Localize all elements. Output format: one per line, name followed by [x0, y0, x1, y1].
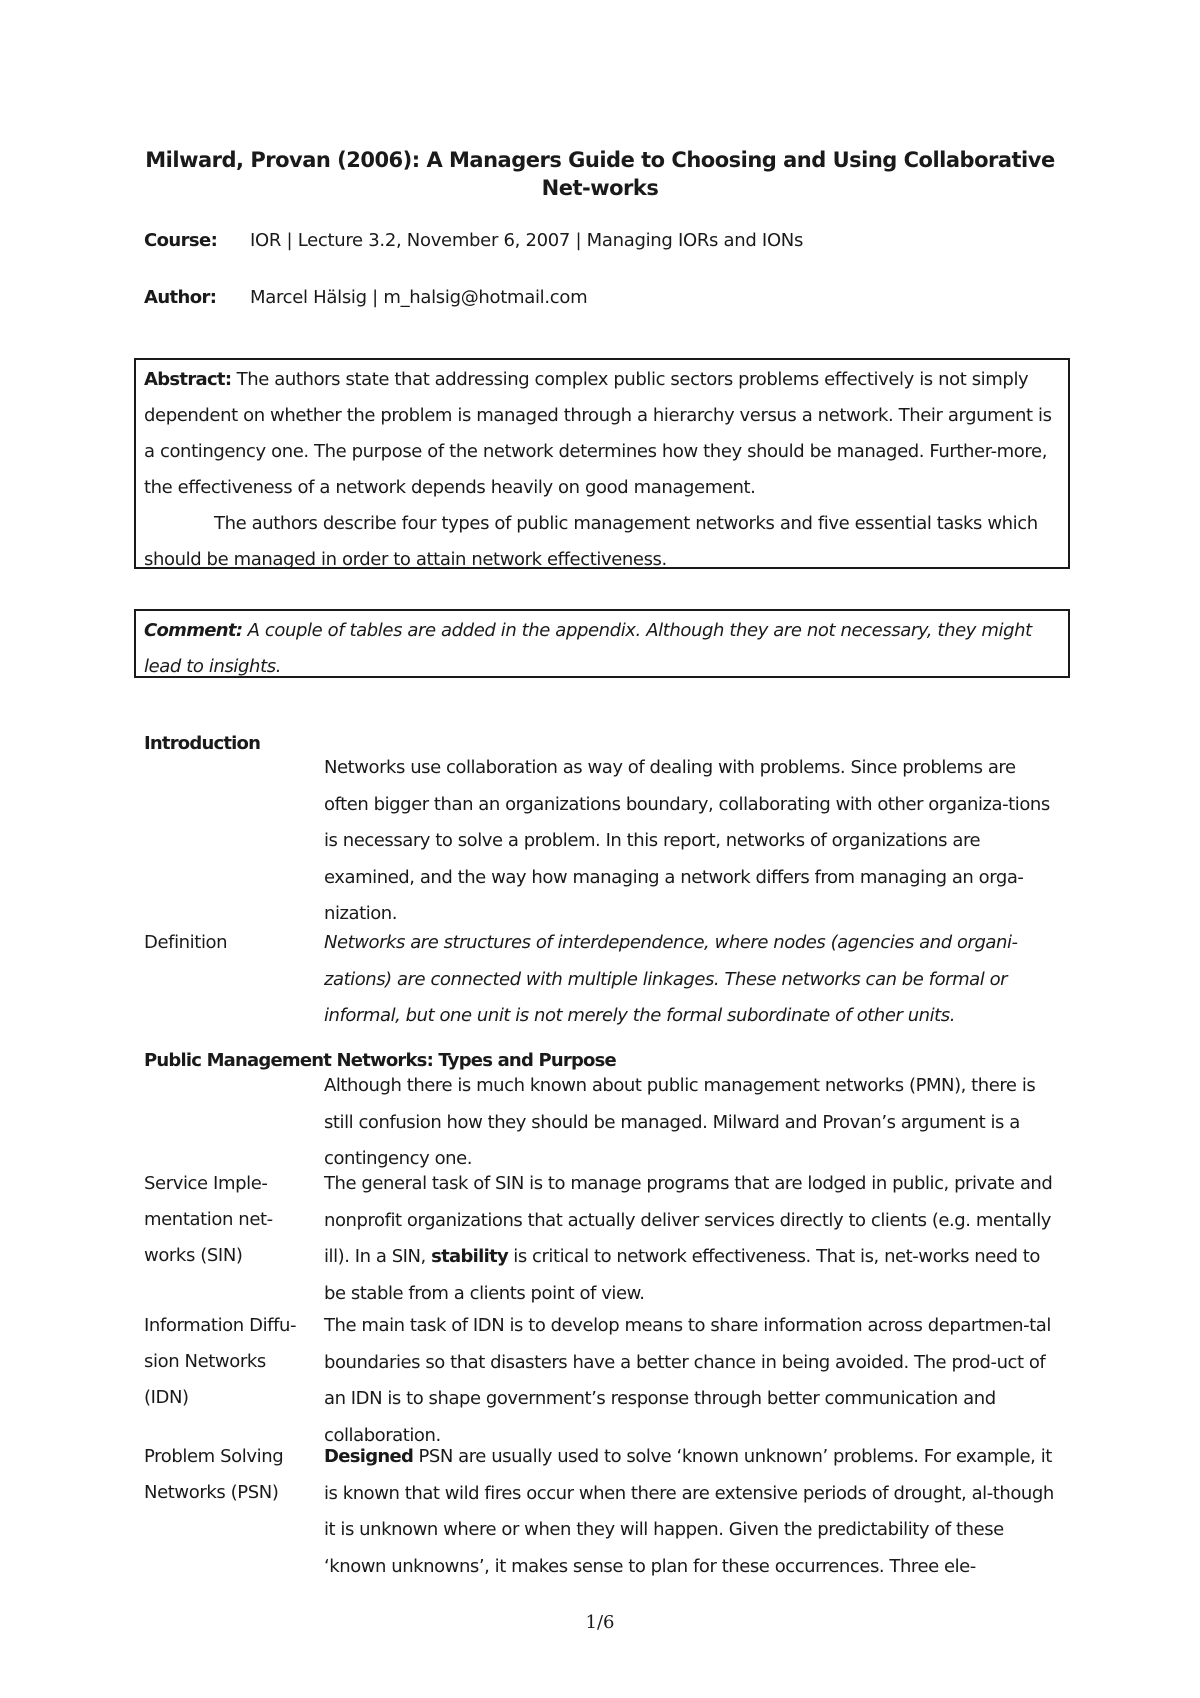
idn-text: The main task of IDN is to develop means to share information across departmen-tal boundaries so that disasters have a better chance in being avoided. The prod-uct of an IDN is to shape government’s response through better communication and collaboration. [324, 1315, 1051, 1446]
psn-label: Problem Solving Networks (PSN) [144, 1446, 284, 1503]
comment-box [134, 609, 1070, 678]
sin-stability: stability [431, 1246, 509, 1267]
abstract-paragraph-2: The authors describe four types of public management networks and five essential tasks which should be managed in order to attain network effectiveness. [144, 513, 1038, 570]
definition-text: Networks are structures of interdependence, where nodes (agencies and organi-zations) are connected with multiple linkages. These networks can be formal or informal, but one unit is not merely the formal subordinate of other units. [324, 932, 1018, 1026]
abstract-paragraph [144, 362, 1060, 506]
sin-text-b: is critical to network effectiveness. That is, net-works need to be stable from a clients point of view. [324, 1246, 1040, 1304]
comment-text: A couple of tables are added in the appendix. Although they are not necessary, they might lead to insights. [144, 620, 1032, 677]
author-label: Author: [144, 287, 217, 308]
sin-text [324, 1166, 1064, 1312]
sin-label: Service Imple-mentation net-works (SIN) [144, 1173, 273, 1266]
introduction-text: Networks use collaboration as way of dealing with problems. Since problems are often bigger than an organizations boundary, collaborating with other organiza-tions is necessary to solve a problem. In this report, networks of organizations are examined, and the way how managing a network differs from managing an orga-nization. [324, 757, 1050, 924]
abstract-box [134, 358, 1070, 569]
author-value: Marcel Hälsig | m_halsig@hotmail.com [250, 287, 588, 308]
psn-text-body: PSN are usually used to solve ‘known unknown’ problems. For example, it is known that wild fires occur when there are extensive periods of drought, al-though it is unknown where or when they will happen. Given the predictability of these ‘known unknowns’, it makes sense to plan for these occurrences. Three ele- [324, 1446, 1054, 1577]
psn-designed: Designed [324, 1446, 414, 1467]
psn-text [324, 1439, 1064, 1585]
document-title: Milward, Provan (2006): A Managers Guide to Choosing and Using Collaborative Net-works [145, 148, 1055, 200]
abstract-text: The authors state that addressing complex public sectors problems effectively is not simply dependent on whether the problem is managed through a hierarchy versus a network. Their argument is a contingency one. The purpose of the network determines how they should be managed. Further-more, the effectiveness of a network depends heavily on good management. [144, 369, 1052, 498]
introduction-heading: Introduction [144, 733, 261, 754]
course-label: Course: [144, 230, 218, 251]
pmn-heading: Public Management Networks: Types and Purpose [144, 1050, 616, 1071]
sin-text-a: The general task of SIN is to manage programs that are lodged in public, private and nonprofit organizations that actually deliver services directly to clients (e.g. mentally ill). In a SIN, [324, 1173, 1053, 1267]
abstract-label: Abstract: [144, 369, 232, 390]
pmn-text: Although there is much known about public management networks (PMN), there is still confusion how they should be managed. Milward and Provan’s argument is a contingency one. [324, 1075, 1036, 1169]
idn-label: Information Diffu-sion Networks (IDN) [144, 1315, 297, 1408]
comment-paragraph [144, 613, 1060, 685]
comment-label: Comment: [144, 620, 243, 641]
course-value: IOR | Lecture 3.2, November 6, 2007 | Managing IORs and IONs [250, 230, 804, 251]
definition-label: Definition [144, 932, 228, 953]
page-number: 1/6 [585, 1612, 615, 1633]
